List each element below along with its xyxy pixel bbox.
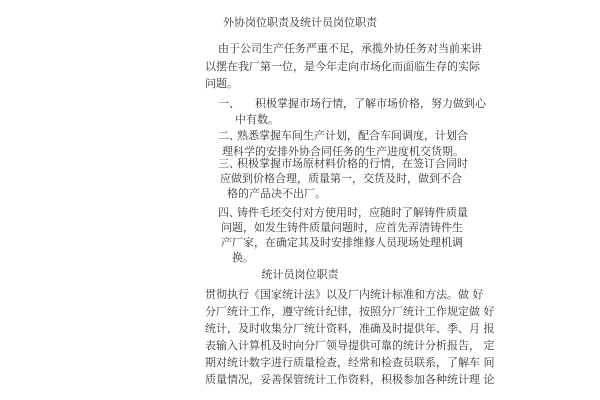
item-line: 理科学的安排外协合同任务的生产进度机交货期。 [222,145,464,158]
paragraph-line: 贯彻执行《国家统计法》以及厂内统计标准和方法。做 好 [205,288,484,301]
item-line: 换。 [232,251,254,264]
item-line: 格的产品决不出厂。 [227,187,326,200]
intro-line: 以摆在我厂第一位，是今年走向市场化而面临生存的实际 [205,60,480,73]
item-marker: 四、 [218,206,240,219]
item-line: 积极掌握市场行情，了解市场价格，努力做到心 [255,97,486,110]
section-title: 统计员岗位职责 [261,268,339,281]
intro-line: 问题。 [205,77,238,90]
item-line: 应做到价格合理，质量第一，交货及时，做到不合 [220,172,462,185]
item-line: 问题，如发生铸件质量问题时，应首先弄清铸件生 [221,221,463,234]
intro-line: 由于公司生产任务严重不足，承揽外协任务对当前来讲 [218,42,482,55]
item-line: 铸件毛坯交付对方使用时，应随时了解铸件质量 [237,206,468,219]
paragraph-line: 质量情况，妥善保管统计工作资料，积极参加各种统计理 论 [205,373,495,386]
paragraph-line: 期对统计数字进行质量检查，经常和检查员联系，了解车 间 [205,356,495,369]
document-title: 外协岗位职责及统计员岗位职责 [223,16,377,29]
item-line: 中有数。 [235,113,279,126]
item-marker: 二、 [218,129,240,142]
item-marker: 一、 [218,97,240,110]
item-line: 熟悉掌握车间生产计划，配合车间调度，计划合 [237,129,468,142]
paragraph-line: 统计，及时收集分厂统计资料，准确及时提供年、季、月 报 [205,322,495,335]
item-line: 积极掌握市场原材料价格的行情，在签订合同时 [237,157,468,170]
paragraph-line: 表输入计算机及时向分厂领导提供可靠的统计分析报告， 定 [205,339,495,352]
paragraph-line: 分厂统计工作，遵守统计纪律，按照分厂统计工作规定做 好 [205,305,495,318]
item-marker: 三、 [218,157,240,170]
item-line: 产厂家，在确定其及时安排维修人员现场处理机调 [221,236,463,249]
